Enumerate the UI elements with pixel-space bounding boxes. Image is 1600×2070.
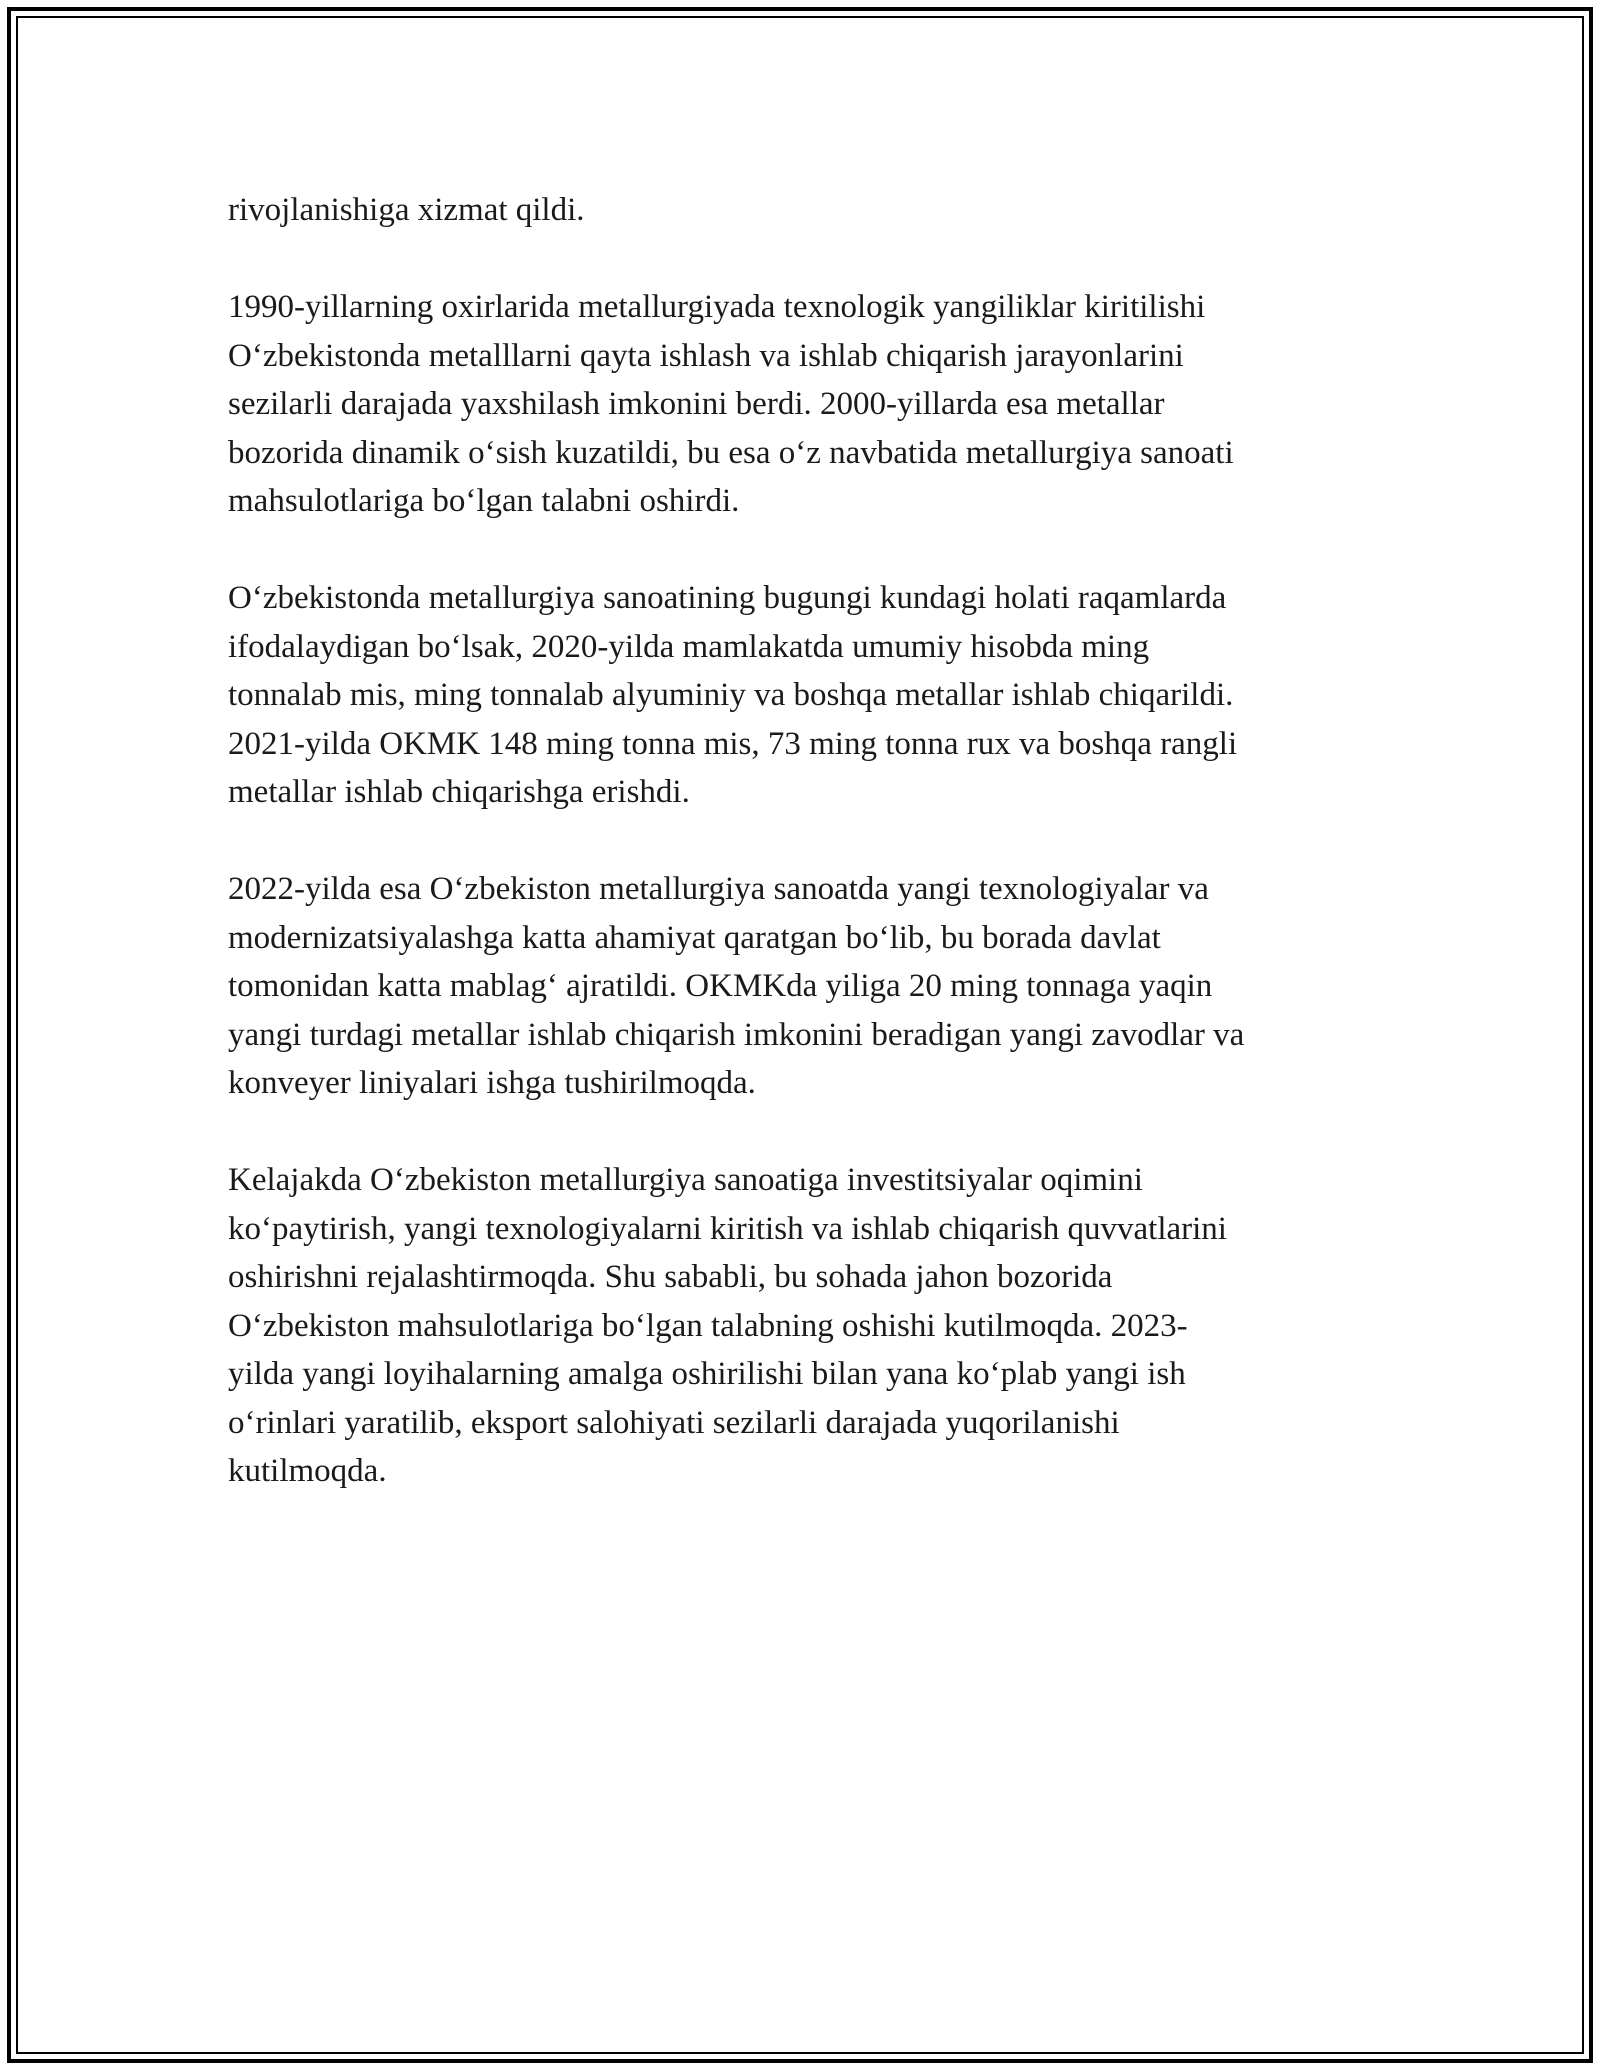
paragraph-4 bbox=[228, 865, 1378, 1108]
paragraph-line: tonnalab mis, ming tonnalab alyuminiy va boshqa metallar ishlab chiqarildi. bbox=[228, 677, 1234, 713]
paragraph-line: yangi turdagi metallar ishlab chiqarish imkonini beradigan yangi zavodlar va bbox=[228, 1016, 1245, 1053]
paragraph-line: 2021-yilda OKMK 148 ming tonna mis, 73 ming tonna rux va boshqa rangli bbox=[228, 725, 1238, 762]
paragraph-line: metallar ishlab chiqarishga erishdi. bbox=[228, 774, 690, 810]
paragraph-line: tomonidan katta mablag‘ ajratildi. OKMKda yiliga 20 ming tonnaga yaqin bbox=[228, 968, 1213, 1004]
paragraph-line: sezilarli darajada yaxshilash imkonini berdi. 2000-yillarda esa metallar bbox=[228, 386, 1165, 422]
document-body bbox=[228, 186, 1378, 1496]
paragraph-3 bbox=[228, 574, 1378, 817]
paragraph-line: o‘rinlari yaratilib, eksport salohiyati sezilarli darajada yuqorilanishi bbox=[228, 1404, 1120, 1441]
paragraph-line: kutilmoqda. bbox=[228, 1453, 387, 1489]
paragraph-line: mahsulotlariga bo‘lgan talabni oshirdi. bbox=[228, 483, 740, 519]
paragraph-line: ko‘paytirish, yangi texnologiyalarni kiritish va ishlab chiqarish quvvatlarini bbox=[228, 1210, 1227, 1247]
paragraph-line: ifodalaydigan bo‘lsak, 2020-yilda mamlakatda umumiy hisobda ming bbox=[228, 628, 1150, 665]
paragraph-2 bbox=[228, 283, 1378, 526]
paragraph-line: O‘zbekistonda metalllarni qayta ishlash va ishlab chiqarish jarayonlarini bbox=[228, 337, 1184, 374]
paragraph-line: 2022-yilda esa O‘zbekiston metallurgiya sanoatda yangi texnologiyalar va bbox=[228, 871, 1209, 907]
paragraph-line: bozorida dinamik o‘sish kuzatildi, bu esa o‘z navbatida metallurgiya sanoati bbox=[228, 434, 1234, 471]
paragraph-line: 1990-yillarning oxirlarida metallurgiyada texnologik yangiliklar kiritilishi bbox=[228, 289, 1206, 325]
paragraph-line: rivojlanishiga xizmat qildi. bbox=[228, 192, 585, 228]
paragraph-line: O‘zbekiston mahsulotlariga bo‘lgan talabning oshishi kutilmoqda. 2023- bbox=[228, 1307, 1188, 1344]
paragraph-5 bbox=[228, 1156, 1378, 1496]
paragraph-1 bbox=[228, 186, 1378, 235]
paragraph-line: yilda yangi loyihalarning amalga oshirilishi bilan yana ko‘plab yangi ish bbox=[228, 1356, 1186, 1392]
paragraph-line: O‘zbekistonda metallurgiya sanoatining bugungi kundagi holati raqamlarda bbox=[228, 580, 1227, 616]
paragraph-line: modernizatsiyalashga katta ahamiyat qaratgan bo‘lib, bu borada davlat bbox=[228, 919, 1161, 956]
paragraph-line: konveyer liniyalari ishga tushirilmoqda. bbox=[228, 1065, 756, 1101]
paragraph-line: Kelajakda O‘zbekiston metallurgiya sanoatiga investitsiyalar oqimini bbox=[228, 1162, 1143, 1198]
paragraph-line: oshirishni rejalashtirmoqda. Shu sababli, bu sohada jahon bozorida bbox=[228, 1259, 1113, 1295]
